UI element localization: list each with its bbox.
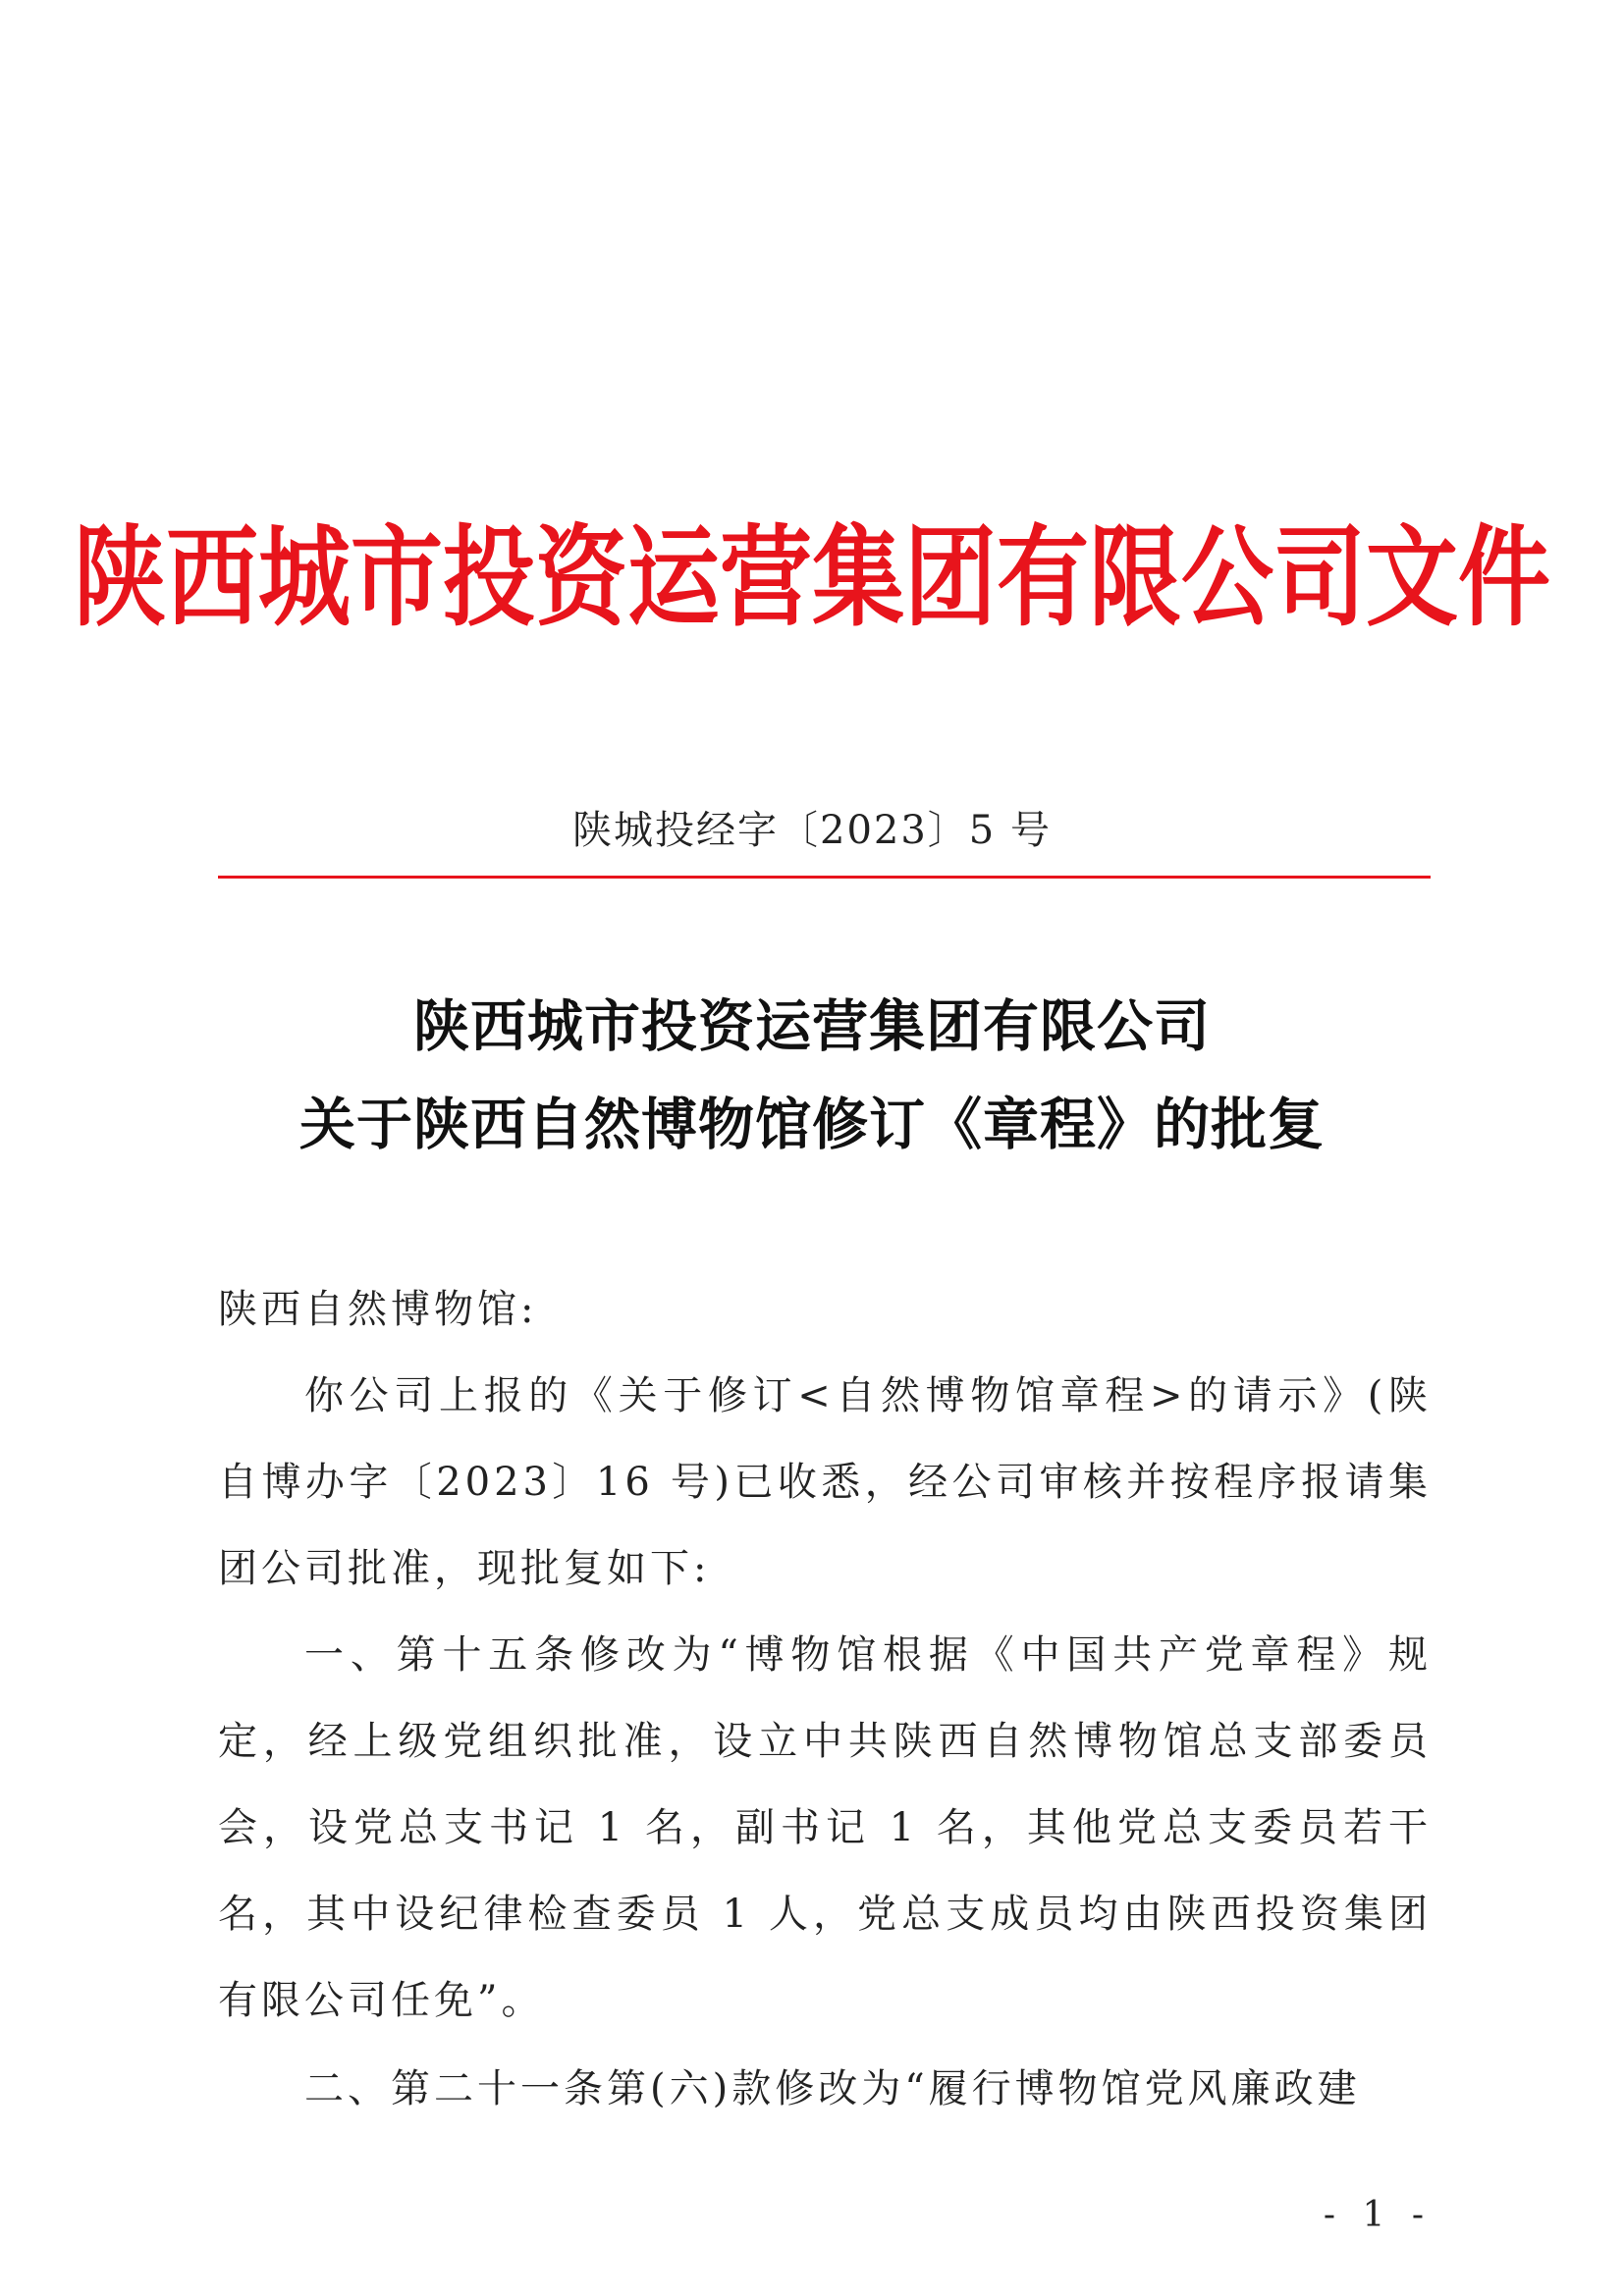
document-title-line-1: 陕西城市投资运营集团有限公司 [413, 993, 1211, 1059]
addressee: 陕西自然博物馆: [218, 1287, 538, 1332]
document-number: 陕城投经字〔2023〕5 号 [572, 808, 1052, 853]
document-title-line-2: 关于陕西自然博物馆修订《章程》的批复 [299, 1092, 1325, 1157]
body-paragraph-1 [218, 1353, 1432, 1612]
body-paragraph-3 [218, 2046, 1432, 2132]
red-divider-line [218, 876, 1431, 879]
body-paragraph-2 [218, 1612, 1432, 2044]
paragraph-text: 一、第十五条修改为“博物馆根据《中国共产党章程》规定，经上级党组织批准，设立中共陕西自然博物馆总支部委员会，设党总支书记 1 名，副书记 1 名，其他党总支委员若干名，其中设纪律检查委员 1 人，党总支成员均由陕西投资集团有限公司任免”。 [218, 1632, 1432, 2023]
page-number: - 1 - [1323, 2195, 1432, 2235]
paragraph-text: 你公司上报的《关于修订<自然博物馆章程>的请示》(陕自博办字〔2023〕16 号)已收悉，经公司审核并按程序报请集团公司批准，现批复如下: [218, 1373, 1432, 1591]
paragraph-text: 二、第二十一条第(六)款修改为“履行博物馆党风廉政建 [304, 2066, 1361, 2111]
red-header-title: 陕西城市投资运营集团有限公司文件 [73, 515, 1550, 642]
